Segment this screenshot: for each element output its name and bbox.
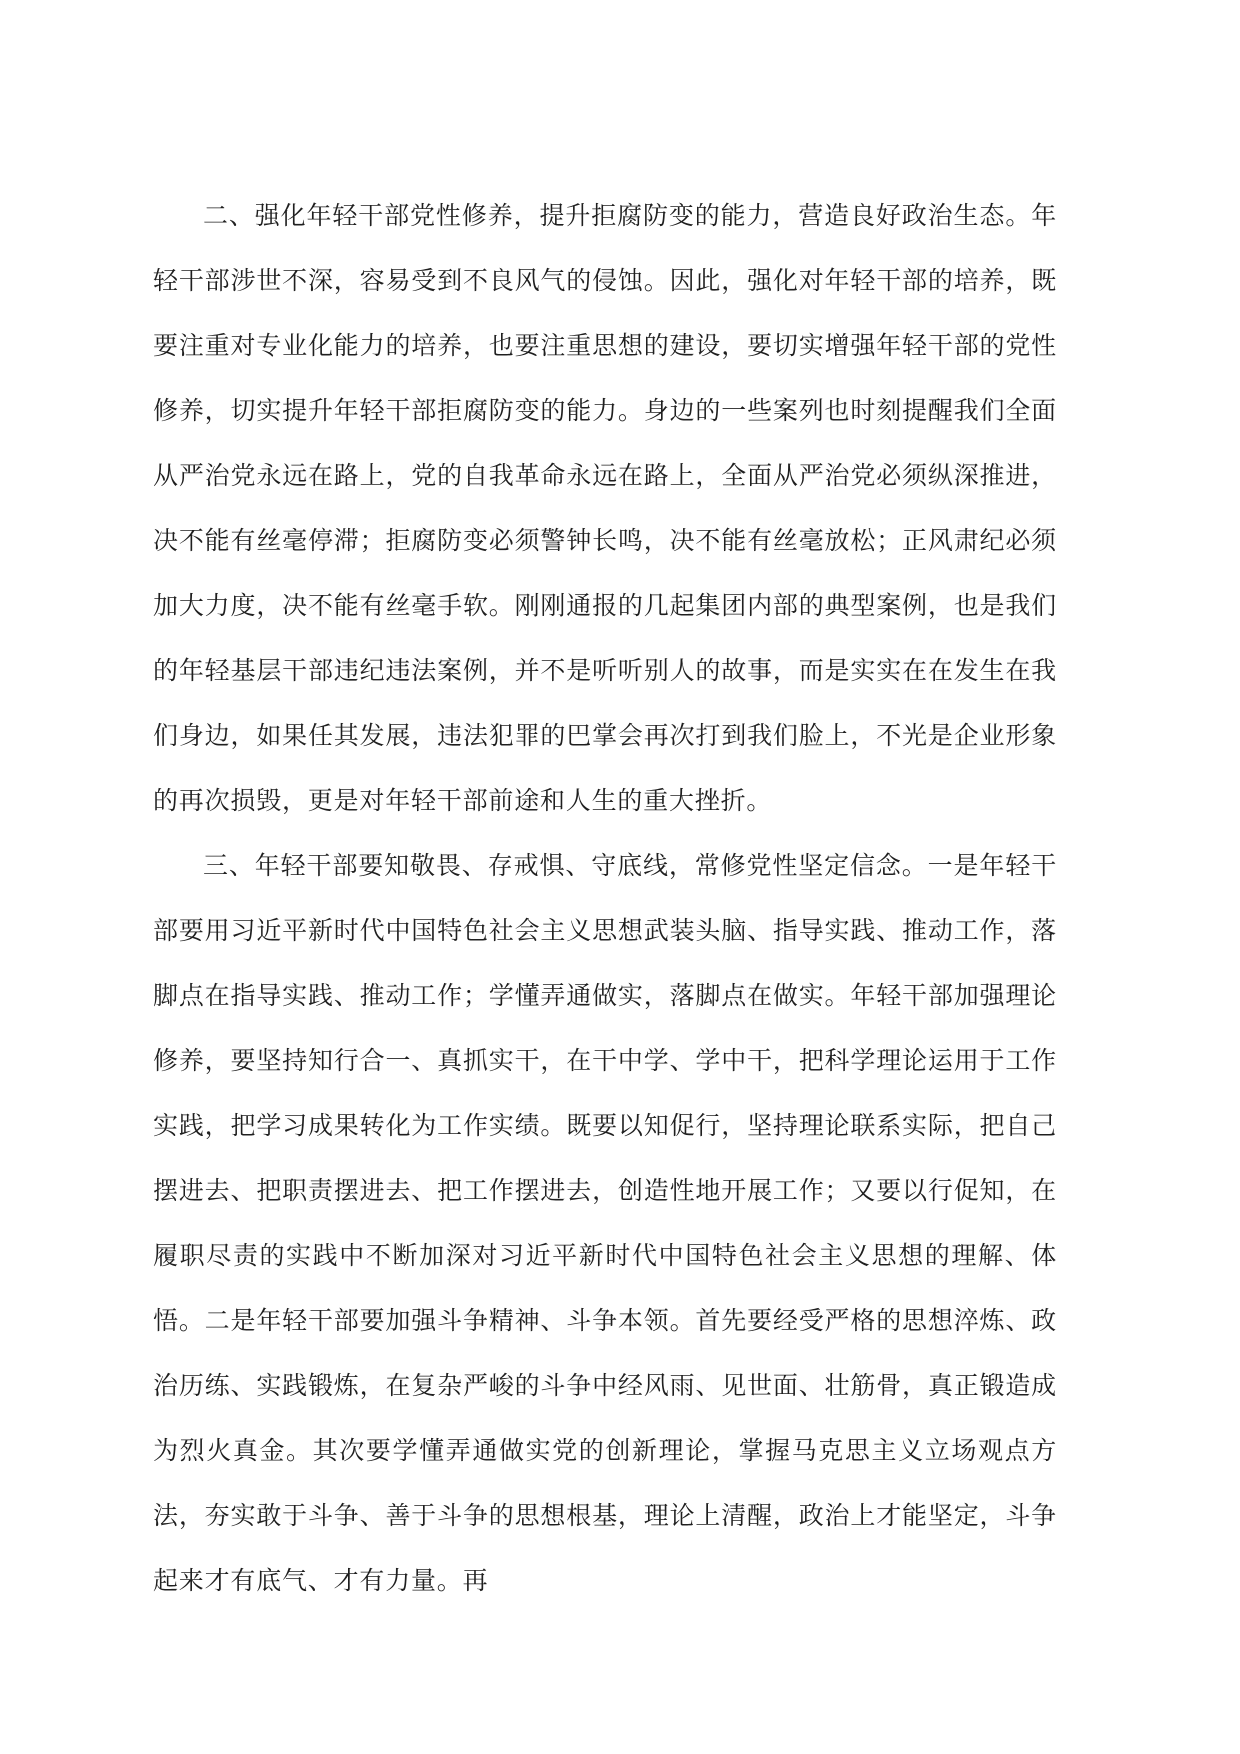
paragraph-section-three: 三、年轻干部要知敬畏、存戒惧、守底线，常修党性坚定信念。一是年轻干部要用习近平新时代中国特色社会主义思想武装头脑、指导实践、推动工作，落脚点在指导实践、推动工作；学懂弄通做实，落脚点在做实。年轻干部加强理论修养，要坚持知行合一、真抓实干，在干中学、学中干，把科学理论运用于工作实践，把学习成果转化为工作实绩。既要以知促行，坚持理论联系实际，把自己摆进去、把职责摆进去、把工作摆进去，创造性地开展工作；又要以行促知，在履职尽责的实践中不断加深对习近平新时代中国特色社会主义思想的理解、体悟。二是年轻干部要加强斗争精神、斗争本领。首先要经受严格的思想淬炼、政治历练、实践锻炼，在复杂严峻的斗争中经风雨、见世面、壮筋骨，真正锻造成为烈火真金。其次要学懂弄通做实党的创新理论，掌握马克思主义立场观点方法，夯实敢于斗争、善于斗争的思想根基，理论上清醒，政治上才能坚定，斗争起来才有底气、才有力量。再 [153, 851, 1057, 1595]
document-body [153, 183, 1057, 1613]
paragraph-section-two: 二、强化年轻干部党性修养，提升拒腐防变的能力，营造良好政治生态。年轻干部涉世不深，容易受到不良风气的侵蚀。因此，强化对年轻干部的培养，既要注重对专业化能力的培养，也要注重思想的建设，要切实增强年轻干部的党性修养，切实提升年轻干部拒腐防变的能力。身边的一些案列也时刻提醒我们全面从严治党永远在路上，党的自我革命永远在路上，全面从严治党必须纵深推进，决不能有丝毫停滞；拒腐防变必须警钟长鸣，决不能有丝毫放松；正风肃纪必须加大力度，决不能有丝毫手软。刚刚通报的几起集团内部的典型案例，也是我们的年轻基层干部违纪违法案例，并不是听听别人的故事，而是实实在在发生在我们身边，如果任其发展，违法犯罪的巴掌会再次打到我们脸上，不光是企业形象的再次损毁，更是对年轻干部前途和人生的重大挫折。 [153, 201, 1057, 815]
